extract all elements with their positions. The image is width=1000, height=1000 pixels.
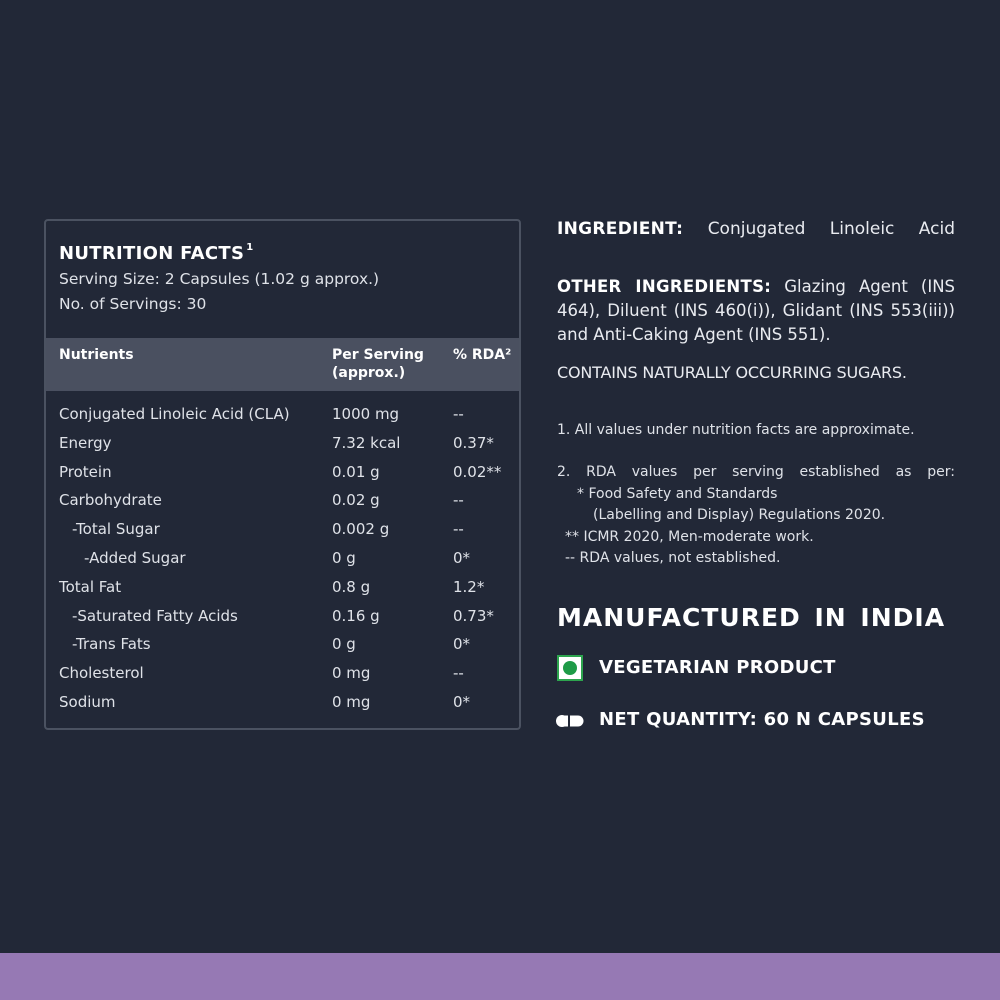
capsule-icon: [556, 715, 584, 727]
number-of-servings: No. of Servings: 30: [59, 295, 207, 313]
footnote-2-fssai-cont: (Labelling and Display) Regulations 2020.: [593, 507, 886, 523]
table-row: [46, 461, 519, 490]
header-rda: % RDA²: [453, 347, 512, 363]
net-quantity: NET QUANTITY: 60 N CAPSULES: [599, 709, 925, 730]
nutrient-rda: 0.37*: [453, 433, 494, 452]
nutrition-facts-title-text: NUTRITION FACTS: [59, 243, 245, 264]
nutrient-rda: 0.73*: [453, 606, 494, 625]
nutrient-per-serving: 0.16 g: [332, 606, 380, 625]
footnote-2-icmr: ** ICMR 2020, Men-moderate work.: [565, 528, 814, 545]
nutrient-per-serving: 0.01 g: [332, 462, 380, 481]
footnote-2-fssai: * Food Safety and Standards: [577, 485, 778, 502]
manufactured-in-india: MANUFACTURED IN INDIA: [557, 603, 946, 632]
footnote-marker: 1: [246, 242, 254, 253]
nutrient-per-serving: 0 g: [332, 548, 356, 567]
table-row: [46, 489, 519, 518]
table-row: [46, 662, 519, 691]
nutrient-name: -Saturated Fatty Acids: [72, 606, 238, 625]
sugar-statement: CONTAINS NATURALLY OCCURRING SUGARS.: [557, 363, 907, 382]
ingredient-text: Conjugated Linoleic Acid: [707, 219, 955, 239]
table-row: [46, 576, 519, 605]
nutrient-rda: --: [453, 405, 464, 423]
nutrient-name: Carbohydrate: [59, 491, 162, 510]
nutrient-per-serving: 0 g: [332, 635, 356, 654]
table-row: [46, 432, 519, 461]
ingredient-label: INGREDIENT:: [557, 219, 684, 239]
other-ingredients-statement: [557, 275, 955, 347]
nutrient-per-serving: 0.8 g: [332, 577, 371, 596]
nutrient-per-serving: 0.002 g: [332, 520, 390, 539]
vegetarian-label: VEGETARIAN PRODUCT: [599, 657, 836, 678]
table-row: [46, 403, 519, 432]
nutrient-name: -Trans Fats: [72, 635, 151, 654]
header-nutrients: Nutrients: [59, 347, 134, 363]
header-per-serving: [332, 346, 424, 382]
nutrient-name: Energy: [59, 433, 112, 452]
nutrient-name: Protein: [59, 462, 112, 481]
footnote-2: [557, 462, 955, 570]
nutrient-rda: 0*: [453, 635, 471, 654]
table-row: [46, 691, 519, 720]
nutrient-name: Cholesterol: [59, 664, 144, 683]
nutrient-rda: --: [453, 491, 464, 510]
nutrient-name: Conjugated Linoleic Acid (CLA): [59, 405, 290, 423]
nutrient-rows: [46, 403, 519, 720]
nutrient-rda: --: [453, 664, 464, 683]
nutrient-name: -Added Sugar: [84, 548, 186, 567]
nutrient-per-serving: 0.02 g: [332, 491, 380, 510]
nutrient-per-serving: 0 mg: [332, 692, 371, 711]
nutrient-per-serving: 0 mg: [332, 664, 371, 683]
nutrient-rda: 0.02**: [453, 462, 502, 481]
nutrient-per-serving: 7.32 kcal: [332, 433, 401, 452]
veg-mark-icon: [557, 655, 583, 681]
nutrient-rda: 0*: [453, 692, 471, 711]
nutrition-facts-panel: [44, 219, 521, 730]
footnote-1: 1. All values under nutrition facts are approximate.: [557, 422, 915, 438]
table-header: [46, 338, 519, 391]
bottom-color-band: [0, 953, 1000, 1000]
nutrient-rda: --: [453, 520, 464, 539]
nutrient-name: Sodium: [59, 692, 116, 711]
footnote-2-not-established: -- RDA values, not established.: [565, 550, 781, 566]
header-per-serving-line2: (approx.): [332, 365, 406, 381]
header-per-serving-line1: Per Serving: [332, 347, 424, 363]
table-row: [46, 518, 519, 547]
nutrition-facts-title: [59, 243, 254, 264]
nutrient-rda: 1.2*: [453, 577, 485, 596]
ingredient-statement: [557, 217, 955, 241]
serving-size: Serving Size: 2 Capsules (1.02 g approx.): [59, 270, 380, 288]
table-row: [46, 633, 519, 662]
nutrient-per-serving: 1000 mg: [332, 405, 400, 423]
table-row: [46, 547, 519, 576]
nutrient-name: -Total Sugar: [72, 520, 160, 539]
nutrient-rda: 0*: [453, 548, 471, 567]
other-ingredients-text: Glazing Agent (INS 464), Diluent (INS 460(i)), Glidant (INS 553(iii)) and Anti-Caking Agent (INS 551).: [557, 277, 956, 344]
nutrient-name: Total Fat: [59, 577, 122, 596]
footnote-2-main: 2. RDA values per serving established as per:: [557, 464, 955, 480]
other-ingredients-label: OTHER INGREDIENTS:: [557, 277, 772, 296]
table-row: [46, 605, 519, 634]
